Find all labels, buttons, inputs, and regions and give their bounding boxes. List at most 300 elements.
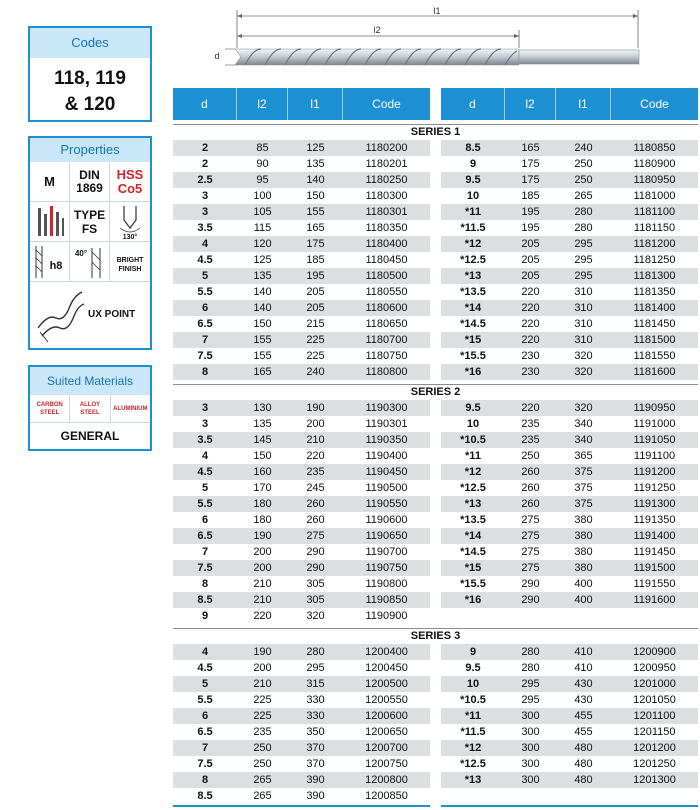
cell-l2: 205	[521, 238, 540, 250]
cell-code: 1180750	[365, 350, 408, 362]
cell-d: 9	[469, 646, 477, 658]
cell-l1: 165	[306, 222, 325, 234]
cell-code: 1190800	[365, 578, 408, 590]
finish-line1: BRIGHT	[116, 257, 144, 264]
materials-panel	[28, 365, 152, 451]
cell-d: 5.5	[197, 694, 213, 706]
table-row	[441, 724, 698, 740]
cell-l1: 370	[306, 758, 325, 770]
cell-d: *12.5	[460, 254, 486, 266]
cell-l1: 365	[574, 450, 593, 462]
din-standard-label	[70, 162, 110, 202]
cell-l1: 350	[306, 726, 325, 738]
cell-l1: 215	[306, 318, 325, 330]
cell-l1: 205	[306, 302, 325, 314]
table-row	[173, 416, 430, 432]
cell-d: 8	[201, 774, 209, 786]
cell-d: *13.5	[460, 286, 486, 298]
cell-d: 6	[201, 514, 209, 526]
table-row	[441, 560, 698, 576]
cell-code: 1180600	[365, 302, 408, 314]
table-left	[173, 88, 430, 120]
cell-code: 1201150	[633, 726, 676, 738]
cell-code: 1180500	[365, 270, 408, 282]
cell-code: 1191500	[633, 562, 676, 574]
cell-d: 7.5	[197, 350, 213, 362]
ux-point-label: UX POINT	[88, 309, 136, 320]
d-label: d	[214, 51, 220, 61]
cell-l2: 265	[253, 774, 272, 786]
table-row	[173, 236, 430, 252]
cell-d: 4.5	[197, 466, 213, 478]
cell-d: *16	[464, 366, 482, 378]
cell-l2: 200	[253, 546, 272, 558]
cell-l1: 205	[306, 286, 325, 298]
cell-code: 1180650	[365, 318, 408, 330]
cell-code: 1200600	[365, 710, 408, 722]
cell-code: 1190850	[365, 594, 408, 606]
cell-l2: 175	[521, 174, 540, 186]
cell-l2: 250	[521, 450, 540, 462]
cell-l2: 185	[521, 190, 540, 202]
hss-line2: Co5	[117, 181, 143, 196]
cell-d: 6.5	[197, 318, 213, 330]
cell-code: 1181500	[633, 334, 676, 346]
table-row	[441, 364, 698, 380]
cell-code: 1191550	[633, 578, 676, 590]
cell-l1: 305	[306, 578, 325, 590]
cell-l2: 295	[521, 694, 540, 706]
codes-panel	[28, 26, 152, 122]
cell-l2: 100	[253, 190, 272, 202]
cell-l1: 250	[574, 158, 593, 170]
cell-d: 8	[201, 366, 209, 378]
cell-l2: 200	[253, 562, 272, 574]
cell-code: 1201000	[633, 678, 676, 690]
table-row	[441, 448, 698, 464]
table-row	[173, 220, 430, 236]
cell-l1: 295	[574, 238, 593, 250]
cell-l2: 220	[521, 286, 540, 298]
cell-d: *12	[464, 238, 482, 250]
material-line2: STEEL	[80, 409, 100, 416]
table-row	[441, 172, 698, 188]
cell-d: 2	[201, 142, 209, 154]
cell-l1: 265	[574, 190, 593, 202]
cell-d: *13	[464, 270, 482, 282]
cell-l2: 220	[521, 402, 540, 414]
cell-l2: 115	[253, 222, 272, 234]
cell-code: 1190750	[365, 562, 408, 574]
cell-l2: 160	[253, 466, 272, 478]
cell-d: *14.5	[460, 546, 486, 558]
cell-d: 8.5	[465, 142, 481, 154]
table-row	[173, 496, 430, 512]
cell-l2: 145	[253, 434, 272, 446]
cell-l2: 220	[253, 610, 272, 622]
cell-l1: 410	[574, 646, 593, 658]
table-row	[173, 608, 430, 624]
table-row	[173, 512, 430, 528]
cell-l2: 195	[521, 222, 540, 234]
cell-code: 1180800	[365, 366, 408, 378]
table-row	[173, 480, 430, 496]
table-row	[441, 432, 698, 448]
cell-l1: 280	[574, 206, 593, 218]
cell-d: 4	[201, 646, 209, 658]
cell-l2: 180	[253, 498, 272, 510]
din-line2: 1869	[76, 181, 103, 195]
cell-l2: 220	[521, 302, 540, 314]
cell-l2: 95	[256, 174, 269, 186]
helix-angle-icon	[70, 242, 110, 282]
table-row	[173, 332, 430, 348]
table-row	[173, 576, 430, 592]
cell-code: 1180300	[365, 190, 408, 202]
cell-l2: 275	[521, 546, 540, 558]
cell-code: 1200500	[365, 678, 408, 690]
table-row	[173, 316, 430, 332]
cell-l1: 305	[306, 594, 325, 606]
table-row	[441, 740, 698, 756]
cell-l1: 290	[306, 546, 325, 558]
cell-code: 1191000	[633, 418, 676, 430]
cell-l2: 165	[521, 142, 540, 154]
cell-l1: 380	[574, 530, 593, 542]
cell-d: 7	[201, 546, 209, 558]
cell-l1: 390	[306, 790, 325, 802]
cell-l1: 135	[306, 158, 325, 170]
drill-flute-body	[235, 49, 519, 65]
cell-d: *15.5	[460, 350, 486, 362]
cell-d: *10.5	[460, 694, 486, 706]
table-row	[441, 528, 698, 544]
codes-title: Codes	[30, 28, 150, 58]
table-left-header	[173, 88, 430, 120]
material-aluminium	[111, 395, 150, 422]
cell-l1: 370	[306, 742, 325, 754]
cell-d: 3.5	[197, 222, 213, 234]
cell-d: *15.5	[460, 578, 486, 590]
cell-d: *13.5	[460, 514, 486, 526]
cell-l2: 170	[253, 482, 272, 494]
point-angle-icon	[110, 202, 150, 242]
table-row	[441, 692, 698, 708]
cell-l2: 135	[253, 270, 272, 282]
cell-d: 3.5	[197, 434, 213, 446]
cell-code: 1190550	[365, 498, 408, 510]
table-row	[173, 140, 430, 156]
cell-l2: 260	[521, 498, 540, 510]
table-row	[173, 448, 430, 464]
cell-code: 1181000	[633, 190, 676, 202]
cell-code: 1190400	[365, 450, 408, 462]
cell-l2: 290	[521, 594, 540, 606]
cell-l1: 375	[574, 482, 593, 494]
table-row	[173, 528, 430, 544]
table-row	[173, 692, 430, 708]
table-row	[441, 348, 698, 364]
cell-code: 1191600	[633, 594, 676, 606]
table-left-end-line	[173, 805, 430, 807]
cell-d: 9	[469, 158, 477, 170]
table-row	[173, 708, 430, 724]
cell-l2: 135	[253, 418, 272, 430]
table-row	[441, 644, 698, 660]
header-code: Code	[640, 97, 669, 111]
cell-l1: 380	[574, 546, 593, 558]
table-row	[173, 740, 430, 756]
cell-code: 1191250	[633, 482, 676, 494]
cell-l2: 155	[253, 334, 272, 346]
cell-l2: 190	[253, 646, 272, 658]
table-row	[441, 496, 698, 512]
cell-code: 1181100	[633, 206, 676, 218]
cell-code: 1201200	[633, 742, 676, 754]
materials-title: Suited Materials	[30, 367, 150, 395]
cell-d: 10	[466, 418, 480, 430]
cell-l1: 295	[306, 662, 325, 674]
table-row	[441, 188, 698, 204]
table-row	[441, 220, 698, 236]
point-angle-label: 130°	[122, 234, 138, 241]
cell-l2: 290	[521, 578, 540, 590]
cell-l1: 315	[306, 678, 325, 690]
table-row	[441, 676, 698, 692]
hss-co5-label	[110, 162, 150, 202]
tolerance-icon	[30, 242, 70, 282]
cell-code: 1181300	[633, 270, 676, 282]
cell-d: 5.5	[197, 286, 213, 298]
table-row	[441, 236, 698, 252]
cell-l2: 205	[521, 270, 540, 282]
cell-l1: 290	[306, 562, 325, 574]
table-row	[441, 140, 698, 156]
cell-code: 1200650	[365, 726, 408, 738]
cell-code: 1180350	[365, 222, 408, 234]
drill-dimension-diagram	[205, 2, 655, 74]
cell-l1: 310	[574, 286, 593, 298]
cell-code: 1191100	[633, 450, 676, 462]
cell-code: 1180200	[365, 142, 408, 154]
cell-l2: 280	[521, 662, 540, 674]
cell-code: 1180250	[365, 174, 408, 186]
cell-l2: 130	[253, 402, 272, 414]
cell-l1: 250	[574, 174, 593, 186]
cell-d: 3	[201, 402, 209, 414]
cell-l2: 180	[253, 514, 272, 526]
table-right-end-line	[441, 805, 698, 807]
cell-d: 3	[201, 190, 209, 202]
cell-code: 1180450	[365, 254, 408, 266]
cell-l1: 480	[574, 758, 593, 770]
cell-l2: 200	[253, 662, 272, 674]
cell-l1: 280	[574, 222, 593, 234]
cell-l2: 85	[256, 142, 269, 154]
table-row	[441, 400, 698, 416]
table-row	[441, 464, 698, 480]
cell-d: *13	[464, 498, 482, 510]
material-alloy-steel	[70, 395, 110, 422]
cell-l2: 265	[253, 790, 272, 802]
cell-d: 6.5	[197, 726, 213, 738]
cell-l1: 195	[306, 270, 325, 282]
cell-d: *15	[464, 562, 482, 574]
cell-l1: 390	[306, 774, 325, 786]
cell-l1: 375	[574, 466, 593, 478]
table-row	[441, 252, 698, 268]
cell-l1: 260	[306, 514, 325, 526]
cell-l1: 295	[574, 254, 593, 266]
cell-l1: 220	[306, 450, 325, 462]
cell-code: 1181550	[633, 350, 676, 362]
cell-l1: 455	[574, 710, 593, 722]
cell-l2: 120	[253, 238, 272, 250]
cell-d: 9.5	[465, 402, 481, 414]
table-row	[173, 268, 430, 284]
cell-l2: 210	[253, 578, 272, 590]
table-row	[173, 660, 430, 676]
cell-d: 9.5	[465, 174, 481, 186]
cell-l2: 250	[253, 742, 272, 754]
cell-code: 1190950	[633, 402, 676, 414]
cell-d: *14.5	[460, 318, 486, 330]
cell-l1: 125	[306, 142, 325, 154]
cell-d: 4	[201, 238, 209, 250]
header-l2: l2	[237, 88, 288, 120]
cell-d: 4.5	[197, 254, 213, 266]
cell-d: *11.5	[460, 222, 486, 234]
cell-l2: 205	[521, 254, 540, 266]
drill-types-icon	[30, 202, 70, 242]
cell-d: *12.5	[460, 758, 486, 770]
tolerance-cell	[30, 242, 70, 282]
cell-d: 10	[466, 190, 480, 202]
cell-l2: 210	[253, 594, 272, 606]
header-l1: l1	[288, 88, 343, 120]
cell-code: 1200750	[365, 758, 408, 770]
cell-l1: 310	[574, 318, 593, 330]
cell-l2: 195	[521, 206, 540, 218]
table-row	[173, 188, 430, 204]
cell-d: 3	[201, 206, 209, 218]
properties-panel	[28, 136, 152, 350]
l2-label: l2	[373, 25, 381, 35]
table-row	[173, 644, 430, 660]
table-row	[173, 788, 430, 804]
cell-l1: 430	[574, 694, 593, 706]
table-row	[441, 512, 698, 528]
cell-l1: 320	[574, 366, 593, 378]
cell-l1: 210	[306, 434, 325, 446]
cell-l1: 455	[574, 726, 593, 738]
cell-code: 1180850	[633, 142, 676, 154]
material-line1: ALLOY	[79, 401, 101, 408]
cell-code: 1190450	[365, 466, 408, 478]
cell-l1: 375	[574, 498, 593, 510]
cell-d: *12	[464, 466, 482, 478]
cell-l2: 105	[253, 206, 272, 218]
cell-d: 7.5	[197, 562, 213, 574]
cell-l1: 380	[574, 514, 593, 526]
helix-angle-label: 40°	[74, 249, 88, 258]
cell-l1: 200	[306, 418, 325, 430]
table-row	[441, 480, 698, 496]
cell-l2: 125	[253, 254, 272, 266]
cell-code: 1180550	[365, 286, 408, 298]
cell-d: *10.5	[460, 434, 486, 446]
table-row	[173, 592, 430, 608]
cell-code: 1190900	[365, 610, 408, 622]
cell-l2: 90	[256, 158, 269, 170]
drill-shank	[519, 50, 639, 64]
cell-l2: 260	[521, 482, 540, 494]
table-row	[173, 252, 430, 268]
header-l2: l2	[505, 88, 556, 120]
cell-l2: 300	[521, 726, 540, 738]
table-row	[441, 576, 698, 592]
cell-l2: 235	[521, 418, 540, 430]
type-fs-label	[70, 202, 110, 242]
cell-d: *13	[464, 774, 482, 786]
table-row	[441, 332, 698, 348]
table-row	[173, 724, 430, 740]
materials-row	[30, 395, 150, 423]
cell-l2: 230	[521, 366, 540, 378]
cell-l1: 225	[306, 350, 325, 362]
cell-code: 1201300	[633, 774, 676, 786]
cell-d: 6	[201, 710, 209, 722]
cell-code: 1190301	[365, 418, 408, 430]
cell-l1: 185	[306, 254, 325, 266]
cell-l2: 275	[521, 562, 540, 574]
cell-l1: 310	[574, 334, 593, 346]
cell-d: 2	[201, 158, 209, 170]
cell-l2: 150	[253, 318, 272, 330]
cell-l1: 310	[574, 302, 593, 314]
cell-l1: 320	[574, 402, 593, 414]
cell-code: 1191300	[633, 498, 676, 510]
header-d: d	[441, 88, 505, 120]
cell-l1: 340	[574, 418, 593, 430]
material-general: GENERAL	[60, 429, 120, 443]
cell-l1: 280	[306, 646, 325, 658]
cell-code: 1200450	[365, 662, 408, 674]
series-2-title: SERIES 2	[173, 384, 698, 400]
cell-d: *15	[464, 334, 482, 346]
cell-d: 7.5	[197, 758, 213, 770]
cell-d: 5	[201, 678, 209, 690]
cell-code: 1190300	[365, 402, 408, 414]
cell-l2: 300	[521, 710, 540, 722]
cell-l1: 330	[306, 694, 325, 706]
cell-l1: 240	[574, 142, 593, 154]
cell-d: 10	[466, 678, 480, 690]
material-line2: STEEL	[39, 409, 60, 416]
din-line1: DIN	[79, 168, 100, 182]
cell-d: *11	[465, 206, 481, 218]
cell-code: 1181150	[633, 222, 676, 234]
cell-l2: 230	[521, 350, 540, 362]
cell-l1: 320	[574, 350, 593, 362]
cell-l1: 275	[306, 530, 325, 542]
cell-l1: 430	[574, 678, 593, 690]
cell-code: 1181400	[633, 302, 676, 314]
cell-d: *11	[465, 450, 481, 462]
table-row	[173, 156, 430, 172]
table-row	[173, 432, 430, 448]
table-row	[441, 592, 698, 608]
